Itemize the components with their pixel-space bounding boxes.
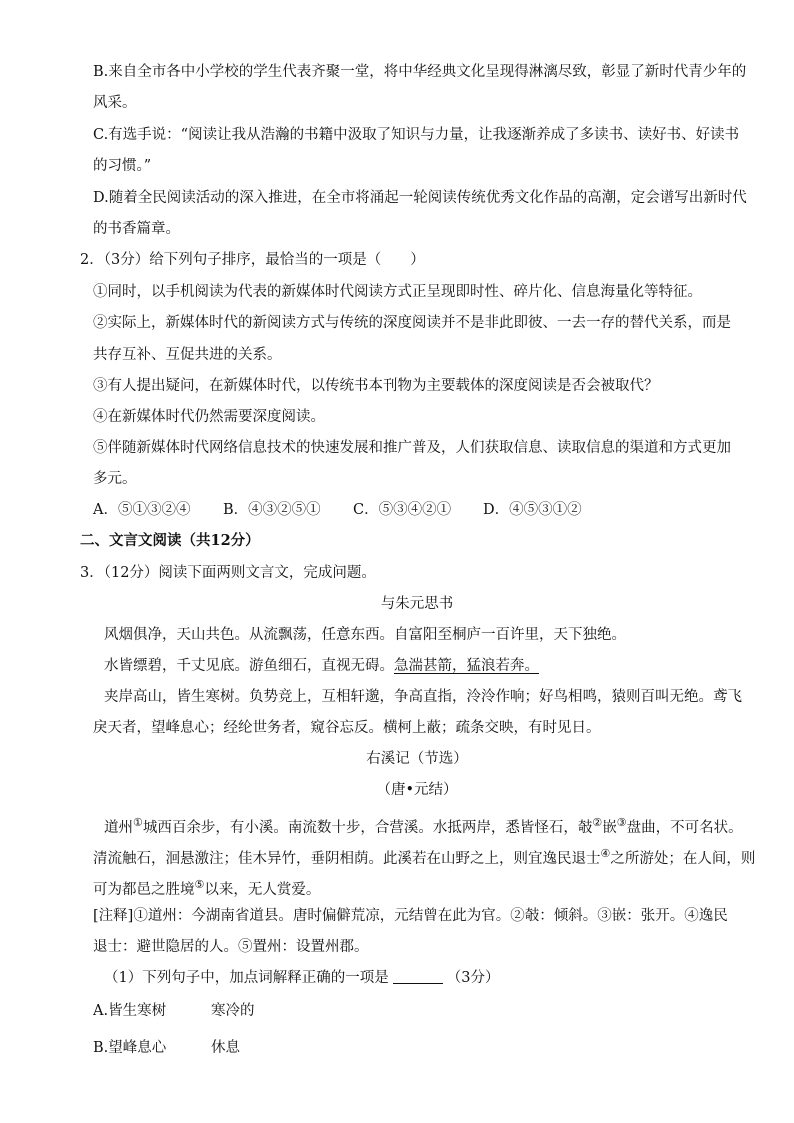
note-marker-3: ③ <box>616 816 627 829</box>
q2-sentence-1: ①同时，以手机阅读为代表的新媒体时代阅读方式正呈现即时性、碎片化、信息海量化等特征。 <box>93 284 702 300</box>
q2-sentence-4: ④在新媒体时代仍然需要深度阅读。 <box>93 409 325 425</box>
sub-question-1 <box>0 968 794 988</box>
text-span: 道州 <box>104 820 133 836</box>
sub1-option-a <box>0 1001 794 1021</box>
text-span: 清流触石，洄悬激注；佳木异竹，垂阴相荫。此溪若在山野之上，则宜逸民退士 <box>93 851 601 867</box>
q2-sentence-2-line2: 共存互补、互促共进的关系。 <box>93 347 282 363</box>
note-marker-5: ⑤ <box>194 878 205 891</box>
passage1-title: 与朱元思书 <box>380 596 454 612</box>
answer-blank[interactable] <box>393 969 443 984</box>
option-text: A.皆生寒树 <box>93 1003 167 1019</box>
passage2-author: （唐•元结） <box>376 782 458 798</box>
text-span: 城西百余步，有小溪。南流数十步，合营溪。水抵两岸，悉皆怪石，攲 <box>142 820 593 836</box>
q2-option-b: B．④③②⑤① <box>223 502 321 518</box>
q1-option-b-line1: B.来自全市各中小学校的学生代表齐聚一堂，将中华经典文化呈现得淋漓尽致，彰显了新时代青少年的 <box>93 64 747 80</box>
passage2-line2 <box>0 844 794 869</box>
q1-option-b-line2: 风采。 <box>93 95 137 111</box>
text-span: 盘曲，不可名状。 <box>626 820 743 836</box>
sub-question-text: （1）下列句子中，加点词解释正确的一项是 <box>104 970 389 986</box>
q2-options <box>0 500 794 520</box>
q2-sentence-5-line1: ⑤伴随新媒体时代网络信息技术的快速发展和推广普及，人们获取信息、读取信息的渠道和方式更加 <box>93 440 731 456</box>
paragraph2-text: 水皆缥碧，千丈见底。游鱼细石，直视无碍。 <box>104 658 394 674</box>
q2-sentence-2-line1: ②实际上，新媒体时代的新阅读方式与传统的深度阅读并不是非此即彼、一去一存的替代关系，而是 <box>93 315 731 331</box>
underlined-sentence: 急湍甚箭，猛浪若奔。 <box>394 658 539 674</box>
q2-sentence-5-line2: 多元。 <box>93 471 137 487</box>
q1-option-d-line2: 的书香篇章。 <box>93 221 180 237</box>
q2-option-c: C．⑤③④②① <box>353 502 452 518</box>
option-meaning: 寒冷的 <box>211 1003 255 1019</box>
passage2-line1 <box>0 813 794 838</box>
option-text: B.望峰息心 <box>93 1040 167 1056</box>
passage1-paragraph1: 风烟俱净，天山共色。从流飘荡，任意东西。自富阳至桐庐一百许里，天下独绝。 <box>104 627 626 643</box>
note-marker-4: ④ <box>600 847 611 860</box>
text-span: 可为都邑之胜境 <box>93 882 195 898</box>
annotation-line1: [注释]①道州：今湖南省道县。唐时偏僻荒凉，元结曾在此为官。②攲：倾斜。③嵌：张开。④逸民 <box>93 908 728 924</box>
text-span: 以来，无人赏爱。 <box>204 882 321 898</box>
text-span: 嵌 <box>602 820 617 836</box>
option-meaning: 休息 <box>211 1040 240 1056</box>
passage1-paragraph2 <box>0 656 794 676</box>
sub1-option-b <box>0 1038 794 1058</box>
text-span: 之所游处；在人间，则 <box>610 851 756 867</box>
annotation-line2: 退士：避世隐居的人。⑤置州：设置州郡。 <box>93 939 369 955</box>
passage1-paragraph3-line1: 夹岸高山，皆生寒树。负势竞上，互相轩邈，争高直指，泠泠作响；好鸟相鸣，猿则百叫无绝。鸢飞 <box>104 689 742 705</box>
q2-option-a: A．⑤①③②④ <box>93 502 191 518</box>
q2-stem: 2．（3分）给下列句子排序，最恰当的一项是（ ） <box>80 252 425 268</box>
passage1-paragraph3-line2: 戾天者，望峰息心；经纶世务者，窥谷忘反。横柯上蔽；疏条交映，有时见日。 <box>93 720 601 736</box>
q3-stem: 3．（12分）阅读下面两则文言文，完成问题。 <box>80 565 376 581</box>
q1-option-c-line1: C.有选手说：“阅读让我从浩瀚的书籍中汲取了知识与力量，让我逐渐养成了多读书、读好书、好读书 <box>93 127 740 143</box>
q2-option-d: D．④⑤③①② <box>483 502 582 518</box>
sub-question-score: （3分） <box>446 970 500 986</box>
q1-option-c-line2: 的习惯。” <box>93 158 152 174</box>
q1-option-d-line1: D.随着全民阅读活动的深入推进，在全市将涌起一轮阅读传统优秀文化作品的高潮，定会谱写出新时代 <box>93 190 747 206</box>
passage2-line3 <box>0 875 794 900</box>
q2-sentence-3: ③有人提出疑问，在新媒体时代，以传统书本刊物为主要载体的深度阅读是否会被取代？ <box>93 378 659 394</box>
section-heading: 二、文言文阅读（共12分） <box>80 532 260 549</box>
passage2-title: 右溪记（节选） <box>366 751 468 767</box>
note-marker-2: ② <box>592 816 603 829</box>
note-marker-1: ① <box>133 816 143 829</box>
